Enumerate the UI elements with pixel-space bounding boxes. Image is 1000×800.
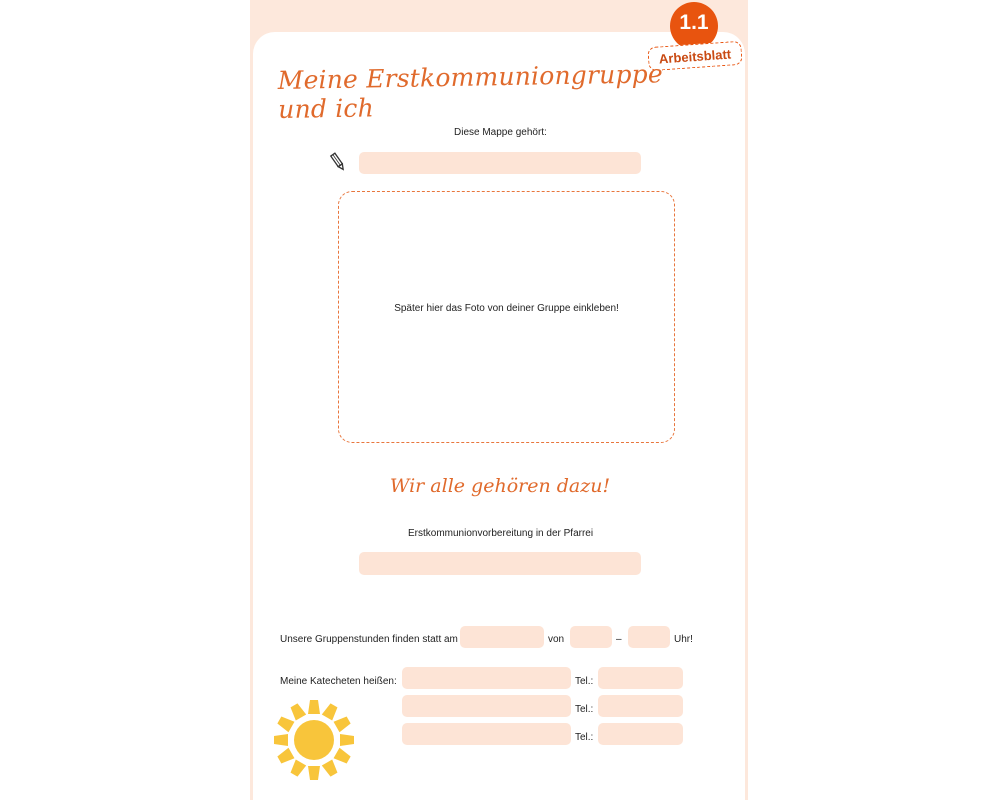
sun-ray [322, 760, 339, 778]
section-heading: Wir alle gehören dazu! [389, 475, 611, 497]
time-dash: – [616, 634, 622, 645]
sun-ray [276, 748, 294, 765]
owner-name-field[interactable] [359, 152, 641, 174]
tel-label-3: Tel.: [575, 732, 594, 743]
group-photo-area [338, 191, 675, 443]
catechist-name-field-2[interactable] [402, 695, 571, 717]
uhr-label: Uhr! [674, 634, 693, 645]
photo-placeholder-text: Später hier das Foto von deiner Gruppe einkleben! [394, 303, 619, 314]
worksheet-number-badge: 1.1 [670, 2, 718, 50]
sun-ray [334, 715, 352, 732]
sun-ray [334, 748, 352, 765]
sun-icon [268, 694, 360, 786]
catechist-name-field-3[interactable] [402, 723, 571, 745]
catechists-label: Meine Katecheten heißen: [280, 676, 397, 687]
sun-ray [289, 760, 306, 778]
sun-ray [276, 715, 294, 732]
parish-field[interactable] [359, 552, 641, 575]
catechist-phone-field-2[interactable] [598, 695, 683, 717]
sun-ray [274, 734, 288, 746]
page-title: Meine Erstkommuniongruppe und ich [277, 59, 664, 124]
owner-label: Diese Mappe gehört: [454, 127, 547, 138]
tel-label-1: Tel.: [575, 676, 594, 687]
meeting-day-field[interactable] [460, 626, 544, 648]
group-hours-label: Unsere Gruppenstunden finden statt am [280, 634, 458, 645]
start-time-field[interactable] [570, 626, 612, 648]
tel-label-2: Tel.: [575, 704, 594, 715]
catechist-phone-field-1[interactable] [598, 667, 683, 689]
sun-ray [340, 734, 354, 746]
worksheet-label-badge: Arbeitsblatt [647, 41, 742, 71]
catechist-phone-field-3[interactable] [598, 723, 683, 745]
sun-ray [308, 766, 320, 780]
from-label: von [548, 634, 565, 645]
parish-label: Erstkommunionvorbereitung in der Pfarrei [408, 528, 594, 539]
end-time-field[interactable] [628, 626, 670, 648]
pencil-icon [329, 152, 347, 172]
sun-ray [308, 700, 320, 714]
catechist-name-field-1[interactable] [402, 667, 571, 689]
sun-ray [322, 702, 339, 720]
sun-ray [289, 702, 306, 720]
